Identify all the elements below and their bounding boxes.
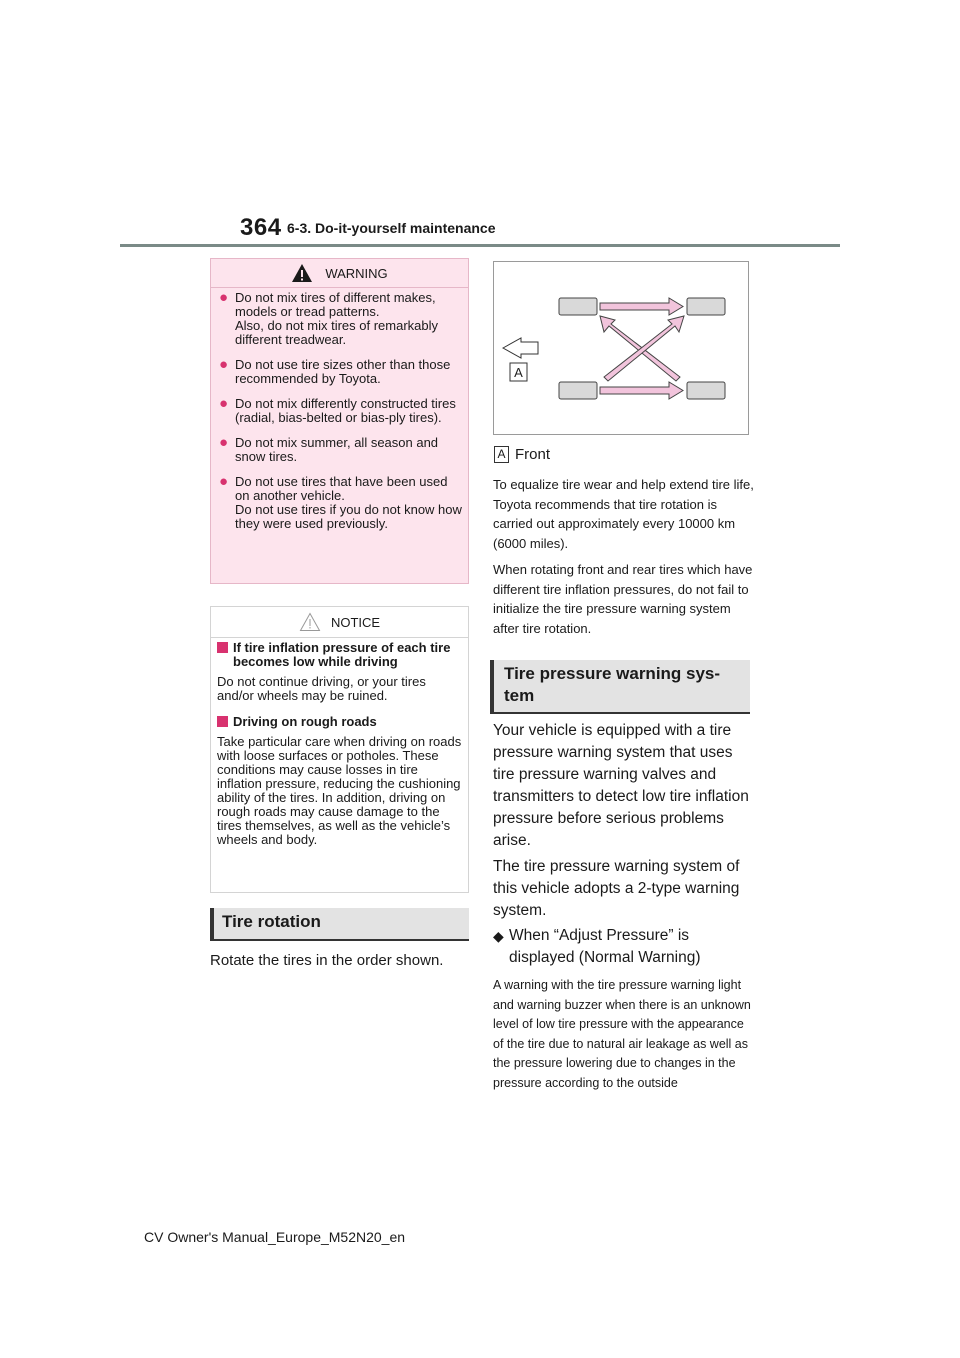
warning-icon [291,263,313,283]
rotation-recommendation: To equalize tire wear and help extend tire life, Toyota recommends that tire rotation is carried out approximately every 10000 km (6000 miles). [493,477,754,551]
warning-item: ● Do not mix tires of different makes, models or tread patterns. Also, do not mix tires of remarkably different treadwear. [219,289,439,347]
warning-item: ● Do not mix summer, all season and snow tires. [219,434,439,464]
footer-text: CV Owner's Manual_Europe_M52N20_en [144,1229,406,1245]
warning-title: WARNING [325,265,388,281]
rotation-diagram-svg [494,262,748,434]
bullet-icon: ● [219,473,229,490]
front-direction-arrow [503,338,538,358]
warning-item: ● Do not mix differently constructed tires (radial, bias-belted or bias-ply tires). [219,395,456,425]
warning-item: ● Do not use tires that have been used on another vehicle. Do not use tires if you do not know how they were used previously. [219,473,462,531]
bullet-icon: ● [219,395,229,412]
warning-item: ● Do not use tire sizes other than those recommended by Toyota. [219,356,451,386]
caution-icon [299,612,321,632]
legend-text: Front [515,446,551,463]
rotation-note: When rotating front and rear tires which have different tire inflation pressures, do not fail to initialize the tire pressure warning system after tire rotation. [493,562,753,636]
square-bullet-icon [217,642,228,653]
notice-paragraph: Take particular care when driving on roads with loose surfaces or potholes. These conditions may cause losses in tire inflation pressure, reducing the cushioning ability of the tires. In addition, driving on rough roads may cause damage to the tires themselves, as well as the vehicle’s wheels and body. [217,734,462,847]
bullet-icon: ● [219,434,229,451]
header-divider [120,244,840,247]
notice-box [210,606,469,893]
tire-rotation-heading: Tire rotation [210,908,469,941]
notice-subheading: If tire inflation pressure of each tire becomes low while driving [217,641,462,669]
notice-paragraph: Do not continue driving, or your tires and/or wheels may be ruined. [217,674,426,703]
label-a: A [514,365,523,380]
tire-rear-right [687,382,725,399]
bullet-icon: ● [219,356,229,373]
adjust-pressure-item: ◆ When “Adjust Pressure” is displayed (Normal Warning) [493,925,755,969]
legend-key: A [494,446,509,463]
page-number: 364 [240,214,282,241]
warning-box [210,258,469,584]
arrow-top [600,298,683,315]
tire-rotation-diagram [493,261,749,435]
section-title: 6-3. Do-it-yourself maintenance [287,220,496,236]
front-legend [494,446,550,463]
arrow-bottom [600,382,683,399]
rotate-instruction: Rotate the tires in the order shown. [210,952,444,969]
normal-warning-description: A warning with the tire pressure warning light and warning buzzer when there is an unknown level of low tire pressure with the appearance of the tire due to natural air leakage as well as the pressure lowering due to changes in the pressure according to the outside [493,978,751,1090]
tire-rear-left [559,382,597,399]
notice-subheading: Driving on rough roads [217,715,462,729]
tpws-heading: Tire pressure warning sys- tem [490,660,750,714]
tpws-description: Your vehicle is equipped with a tire pressure warning system that uses tire pressure warning valves and transmitters to detect low tire inflation pressure before serious problems arise. [493,722,749,849]
bullet-icon: ● [219,289,229,306]
notice-title: NOTICE [330,614,381,630]
tire-front-right [687,298,725,315]
tire-front-left [559,298,597,315]
square-bullet-icon [217,716,228,727]
notice-header [211,607,468,638]
diamond-bullet-icon: ◆ [493,928,504,944]
warning-header [211,259,468,288]
tpws-type: The tire pressure warning system of this vehicle adopts a 2-type warning system. [493,858,740,919]
